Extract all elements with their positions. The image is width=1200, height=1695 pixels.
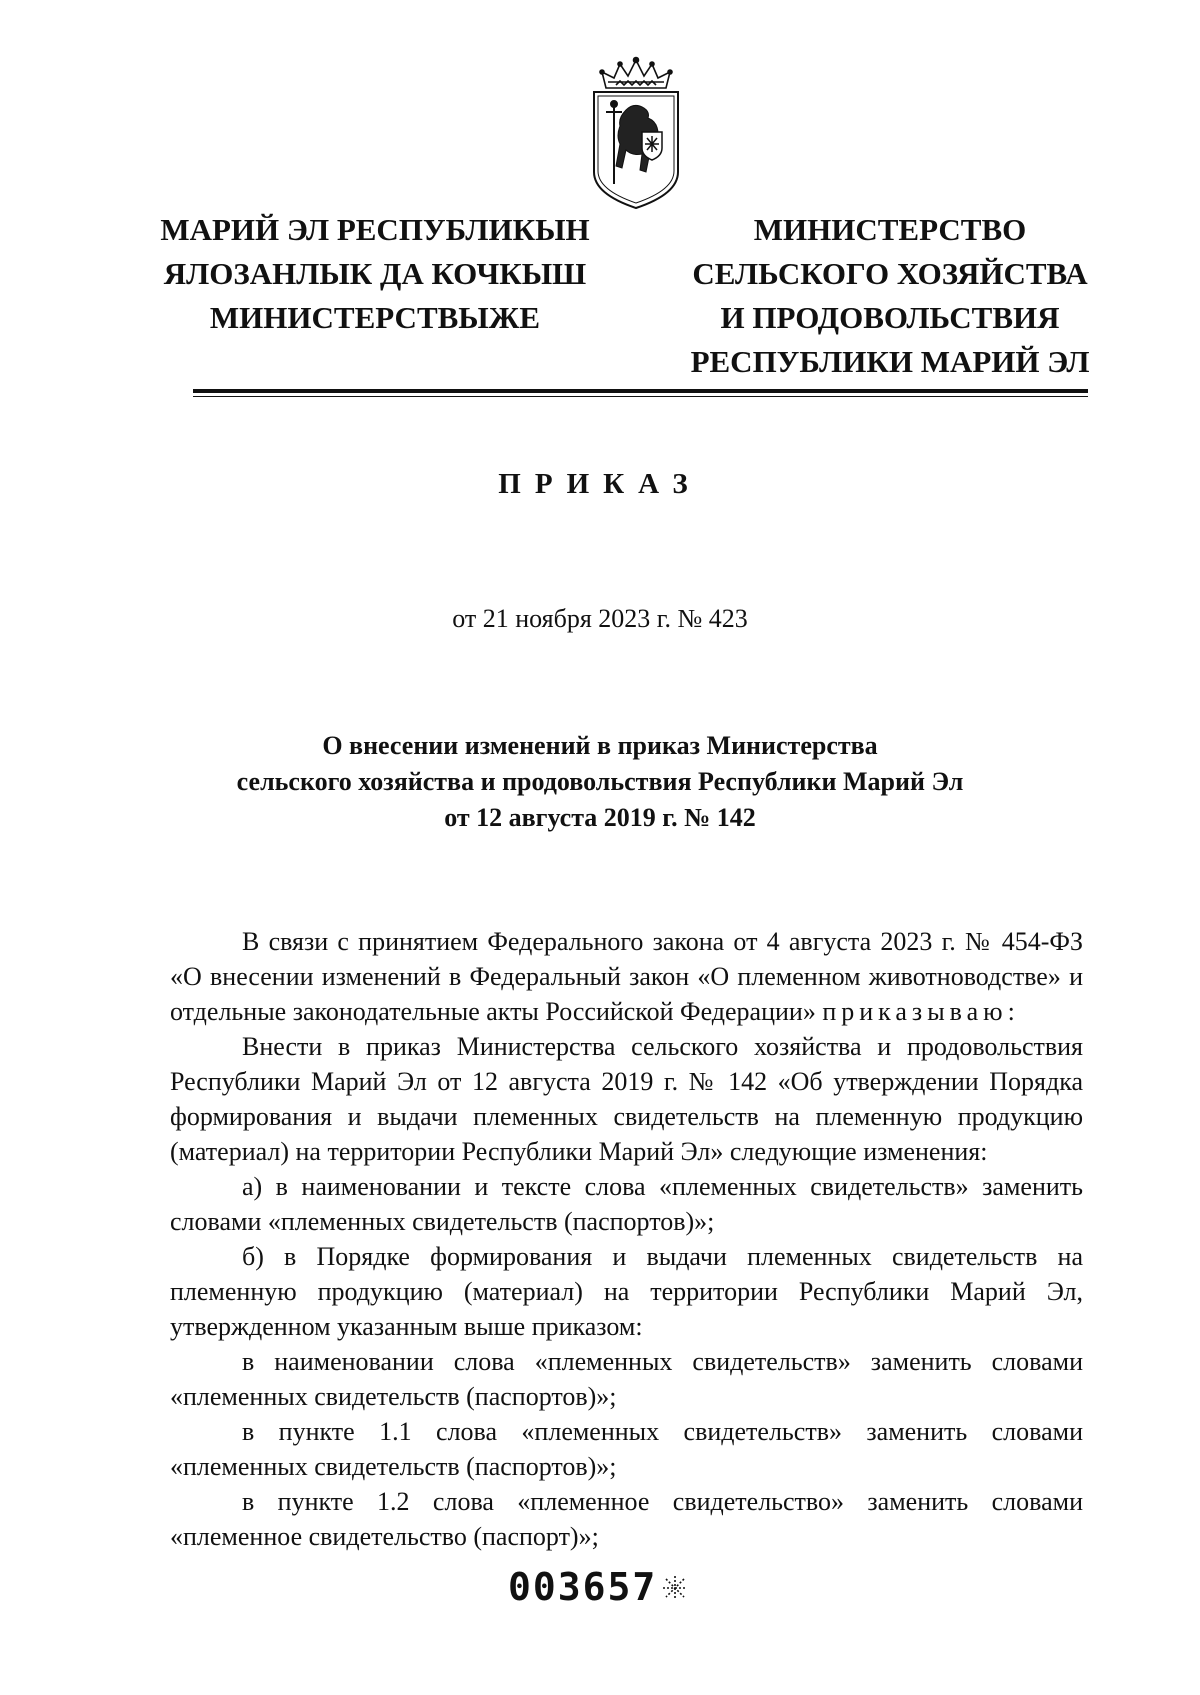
header-right-block (680, 208, 1100, 384)
order-word: приказываю (822, 997, 1008, 1026)
header-right-line: СЕЛЬСКОГО ХОЗЯЙСТВА (692, 256, 1088, 291)
document-body (170, 924, 1083, 1554)
header-left-line: МАРИЙ ЭЛ РЕСПУБЛИКЫН (160, 212, 590, 247)
body-paragraph: а) в наименовании и тексте слова «племенных свидетельств» заменить словами «племенных свидетельств (паспортов)»; (170, 1172, 1083, 1236)
header-divider-thin (193, 396, 1088, 397)
coat-of-arms-icon (586, 52, 686, 212)
asterisk-mark-icon (662, 1575, 688, 1601)
header-right-line: МИНИСТЕРСТВО (753, 212, 1027, 247)
subject-line: от 12 августа 2019 г. № 142 (444, 803, 756, 832)
serial-number: 003657 (508, 1565, 658, 1609)
subject-line: О внесении изменений в приказ Министерства (322, 731, 878, 760)
header-left-block (150, 208, 600, 340)
subject-line: сельского хозяйства и продовольствия Республики Марий Эл (236, 767, 964, 796)
header-right-line: И ПРОДОВОЛЬСТВИЯ (720, 300, 1060, 335)
header-left-line: МИНИСТЕРСТВЫЖЕ (209, 300, 541, 335)
body-paragraph: б) в Порядке формирования и выдачи племенных свидетельств на племенную продукцию (материал) на территории Республики Марий Эл, утвержденном указанным выше приказом: (170, 1242, 1083, 1341)
body-paragraph: Внести в приказ Министерства сельского хозяйства и продовольствия Республики Марий Эл от 12 августа 2019 г. № 142 «Об утверждении Порядка формирования и выдачи племенных свидетельств на племенную продукцию (материал) на территории Республики Марий Эл» следующие изменения: (170, 1032, 1083, 1166)
header-right-line: РЕСПУБЛИКИ МАРИЙ ЭЛ (690, 344, 1090, 379)
body-paragraph: в пункте 1.2 слова «племенное свидетельство» заменить словами «племенное свидетельство (паспорт)»; (170, 1487, 1083, 1551)
preamble-text: В связи с принятием Федерального закона от 4 августа 2023 г. № 454-ФЗ «О внесении изменений в Федеральный закон «О племенном животноводстве» и отдельные законодательные акты Российской Федерации» (170, 927, 1083, 1026)
body-paragraph-preamble (170, 924, 1083, 1029)
document-date-number: от 21 ноября 2023 г. № 423 (452, 604, 748, 633)
document-type-title: ПРИКАЗ (498, 468, 702, 500)
preamble-end: : (1007, 997, 1015, 1026)
document-subject (150, 728, 1050, 836)
header-left-line: ЯЛОЗАНЛЫК ДА КОЧКЫШ (163, 256, 587, 291)
body-paragraph: в наименовании слова «племенных свидетельств» заменить словами «племенных свидетельств (паспортов)»; (170, 1347, 1083, 1411)
body-paragraph: в пункте 1.1 слова «племенных свидетельств» заменить словами «племенных свидетельств (паспортов)»; (170, 1417, 1083, 1481)
header-divider-thick (193, 389, 1088, 393)
